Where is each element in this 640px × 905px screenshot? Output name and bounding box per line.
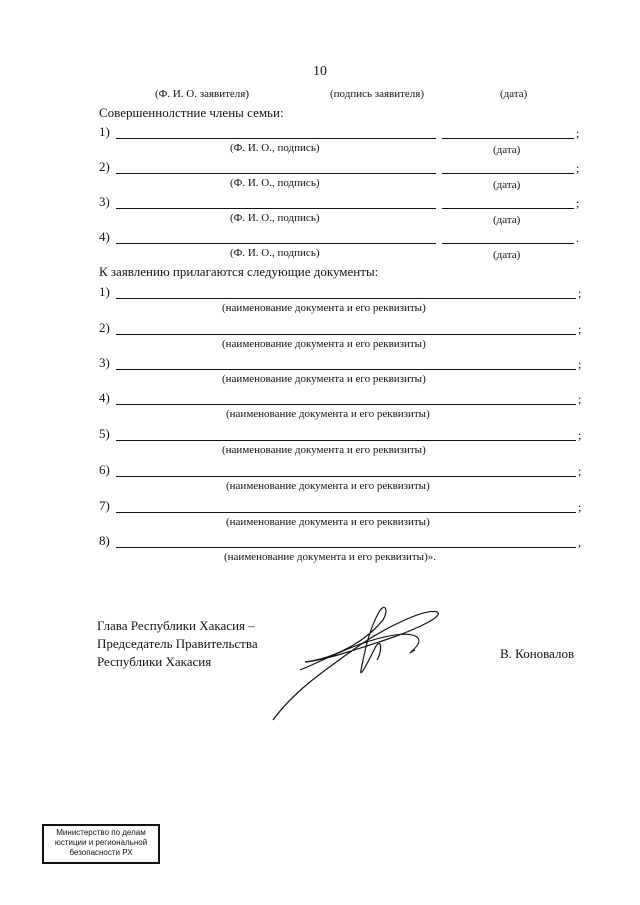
row-end-mark: . [576,231,579,245]
signer-position-line-2: Председатель Правительства [97,636,258,651]
row-end-mark: ; [578,500,582,514]
signer-position [97,617,258,671]
row-number: 1) [99,284,110,299]
date-caption: (дата) [493,214,521,226]
document-caption: (наименование документа и его реквизиты) [226,480,430,492]
name-signature-line [116,208,436,209]
name-signature-line [116,243,436,244]
row-end-mark: ; [578,322,582,336]
signer-position-line-3: Республики Хакасия [97,654,212,669]
document-line [116,298,576,299]
document-line [116,440,576,441]
date-caption: (дата) [493,249,521,261]
applicant-date-caption: (дата) [500,88,528,100]
row-number: 3) [99,194,110,209]
name-signature-line [116,138,436,139]
handwritten-signature [265,590,455,725]
row-number: 6) [99,462,110,477]
document-caption: (наименование документа и его реквизиты) [222,444,426,456]
stamp-line-3: безопасности РХ [69,848,133,857]
name-signature-line [116,173,436,174]
row-number: 8) [99,533,110,548]
row-end-mark: ; [576,196,580,210]
row-number: 4) [99,229,110,244]
row-end-mark: ; [578,392,582,406]
documents-section-title: К заявлению прилагаются следующие документы: [99,264,379,279]
document-line [116,512,576,513]
document-caption: (наименование документа и его реквизиты) [222,338,426,350]
row-number: 4) [99,390,110,405]
name-signature-caption: (Ф. И. О., подпись) [230,142,320,154]
date-caption: (дата) [493,144,521,156]
document-caption: (наименование документа и его реквизиты) [226,408,430,420]
signer-name: В. Коновалов [500,646,575,661]
stamp-line-1: Министерство по делам [56,828,146,837]
row-number: 1) [99,124,110,139]
row-number: 7) [99,498,110,513]
row-end-mark: , [578,535,581,549]
row-end-mark: ; [578,286,582,300]
signer-position-line-1: Глава Республики Хакасия – [97,618,255,633]
document-line [116,547,576,548]
document-caption: (наименование документа и его реквизиты) [226,516,430,528]
document-line [116,404,576,405]
page-number: 10 [313,64,327,79]
document-caption: (наименование документа и его реквизиты) [222,302,426,314]
document-caption: (наименование документа и его реквизиты) [222,373,426,385]
row-end-mark: ; [578,357,582,371]
name-signature-caption: (Ф. И. О., подпись) [230,247,320,259]
name-signature-caption: (Ф. И. О., подпись) [230,212,320,224]
ministry-stamp [42,824,160,864]
date-line [442,173,574,174]
row-end-mark: ; [576,161,580,175]
row-end-mark: ; [578,464,582,478]
row-number: 3) [99,355,110,370]
date-line [442,243,574,244]
row-end-mark: ; [578,428,582,442]
applicant-name-caption: (Ф. И. О. заявителя) [155,88,250,100]
document-line [116,369,576,370]
row-number: 5) [99,426,110,441]
applicant-signature-caption: (подпись заявителя) [330,88,425,100]
date-caption: (дата) [493,179,521,191]
row-number: 2) [99,320,110,335]
document-line [116,334,576,335]
document-caption: (наименование документа и его реквизиты)». [224,551,436,563]
family-section-title: Совершеннолстние члены семьи: [99,105,284,120]
row-end-mark: ; [576,126,580,140]
row-number: 2) [99,159,110,174]
document-line [116,476,576,477]
date-line [442,138,574,139]
stamp-line-2: юстиции и региональной [54,838,148,847]
date-line [442,208,574,209]
name-signature-caption: (Ф. И. О., подпись) [230,177,320,189]
